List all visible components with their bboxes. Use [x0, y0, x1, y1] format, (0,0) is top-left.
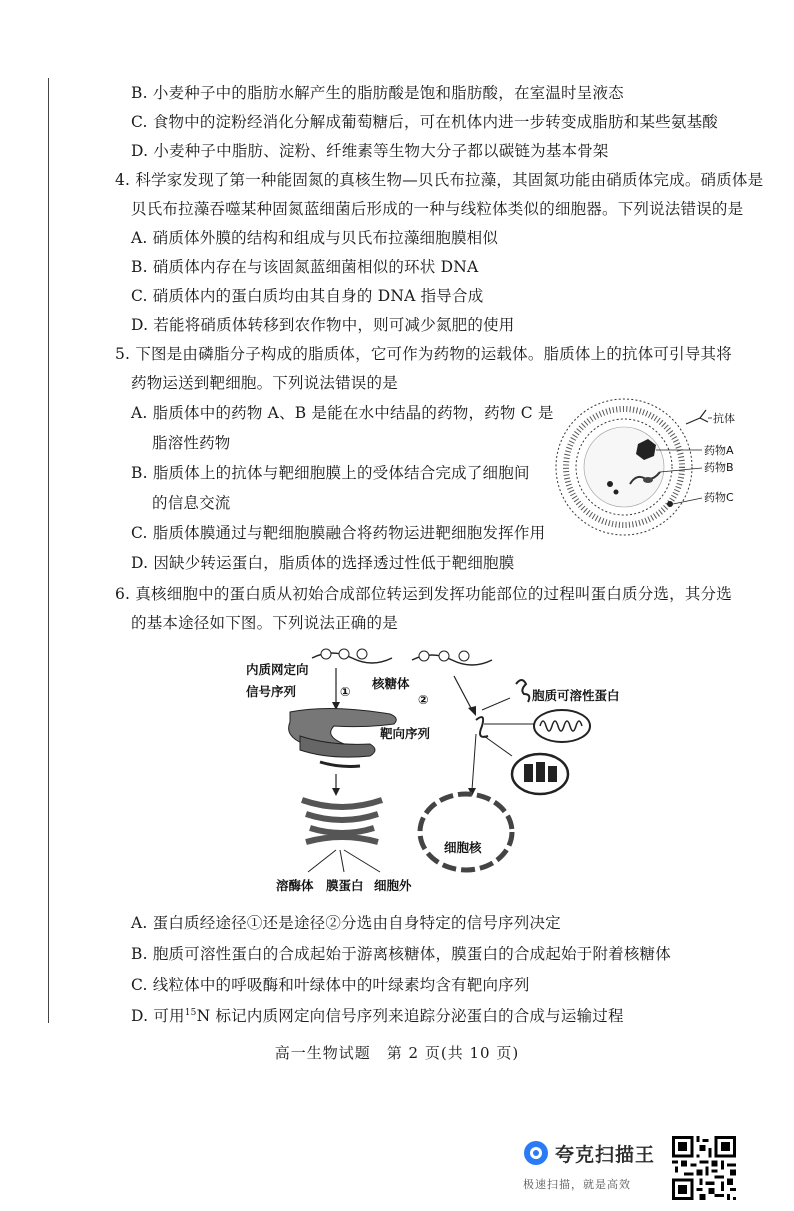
label-targeting-sequence: 靶向序列	[380, 726, 431, 741]
q5-option-a-line1: A. 脂质体中的药物 A、B 是能在水中结晶的药物，药物 C 是	[131, 404, 554, 422]
page-footer: 高一生物试题 第 2 页(共 10 页)	[274, 1044, 520, 1062]
label-pathway-2: ②	[418, 692, 429, 707]
q5-option-b-line1: B. 脂质体上的抗体与靶细胞膜上的受体结合完成了细胞间	[131, 464, 530, 482]
label-ribosome: 核糖体	[372, 676, 410, 691]
q5-stem-line2: 药物运送到靶细胞。下列说法错误的是	[131, 374, 398, 392]
q4-option-a: A. 硝质体外膜的结构和组成与贝氏布拉藻细胞膜相似	[131, 229, 499, 247]
brand-tagline: 极速扫描，就是高效	[523, 1178, 631, 1191]
q6-option-d	[131, 1004, 624, 1026]
protein-sorting-figure	[240, 640, 620, 900]
q6-option-a: A. 蛋白质经途径①还是途径②分选由自身特定的信号序列决定	[131, 914, 561, 932]
q5-option-d: D. 因缺少转运蛋白，脂质体的选择透过性低于靶细胞膜	[131, 554, 515, 572]
label-antibody: 抗体	[713, 412, 735, 425]
label-nucleus: 细胞核	[444, 840, 482, 855]
q4-stem-line2: 贝氏布拉藻吞噬某种固氮蓝细菌后形成的一种与线粒体类似的细胞器。下列说法错误的是	[131, 200, 744, 218]
q3-option-c: C. 食物中的淀粉经消化分解成葡萄糖后，可在机体内进一步转变成脂肪和某些氨基酸	[131, 113, 718, 131]
ribosome-chain-left	[312, 649, 392, 663]
q4-option-b: B. 硝质体内存在与该固氮蓝细菌相似的环状 DNA	[131, 258, 479, 276]
label-cytosolic-protein: 胞质可溶性蛋白	[532, 688, 620, 703]
brand-name: 夸克扫描王	[555, 1144, 656, 1166]
q6-option-c: C. 线粒体中的呼吸酶和叶绿体中的叶绿素均含有靶向序列	[131, 976, 530, 994]
q6-option-d-isotope-mass: 15	[184, 1007, 197, 1018]
q6-stem-line2: 的基本途径如下图。下列说法正确的是	[131, 614, 398, 632]
q6-option-d-rest: N 标记内质网定向信号序列来追踪分泌蛋白的合成与运输过程	[196, 1007, 624, 1025]
q5-option-a-line2: 脂溶性药物	[152, 434, 231, 452]
label-er-signal-line2: 信号序列	[246, 684, 297, 699]
q4-option-d: D. 若能将硝质体转移到农作物中，则可减少氮肥的使用	[131, 316, 515, 334]
q6-stem-line1: 6. 真核细胞中的蛋白质从初始合成部位转运到发挥功能部位的过程叫蛋白质分选，其分选	[115, 585, 732, 603]
q3-option-b: B. 小麦种子中的脂肪水解产生的脂肪酸是饱和脂肪酸，在室温时呈液态	[131, 84, 624, 102]
golgi-apparatus	[302, 800, 382, 842]
q5-stem-line1: 5. 下图是由磷脂分子构成的脂质体，它可作为药物的运载体。脂质体上的抗体可引导其将	[115, 345, 732, 363]
q4-stem-line1: 4. 科学家发现了第一种能固氮的真核生物—贝氏布拉藻，其固氮功能由硝质体完成。硝质体是	[115, 171, 764, 189]
label-membrane-protein: 膜蛋白	[326, 878, 364, 893]
q5-option-b-line2: 的信息交流	[152, 494, 231, 512]
label-drug-b: 药物B	[704, 461, 734, 474]
q5-option-c: C. 脂质体膜通过与靶细胞膜融合将药物运进靶细胞发挥作用	[131, 524, 546, 542]
label-lysosome: 溶酶体	[276, 878, 314, 893]
liposome-figure	[552, 392, 742, 542]
label-drug-a: 药物A	[704, 444, 734, 457]
label-extracellular: 细胞外	[374, 878, 412, 893]
ribosome-chain-right	[412, 651, 492, 665]
qr-code-icon	[672, 1136, 736, 1200]
liposome-bilayer	[556, 399, 692, 535]
label-pathway-1: ①	[340, 684, 351, 699]
quark-logo-icon	[523, 1140, 549, 1166]
chloroplast	[512, 754, 568, 794]
antibody-icon	[686, 410, 712, 424]
nucleus	[420, 794, 512, 870]
mitochondrion	[534, 710, 590, 742]
q6-option-d-prefix: D. 可用	[131, 1007, 185, 1025]
label-er-signal-line1: 内质网定向	[246, 662, 309, 677]
q6-option-b: B. 胞质可溶性蛋白的合成起始于游离核糖体，膜蛋白的合成起始于附着核糖体	[131, 945, 671, 963]
scanner-brand	[521, 1138, 671, 1198]
label-drug-c: 药物C	[704, 491, 734, 504]
q4-option-c: C. 硝质体内的蛋白质均由其自身的 DNA 指导合成	[131, 287, 484, 305]
q3-option-d: D. 小麦种子中脂肪、淀粉、纤维素等生物大分子都以碳链为基本骨架	[131, 142, 609, 160]
binding-margin-line	[48, 78, 49, 1023]
